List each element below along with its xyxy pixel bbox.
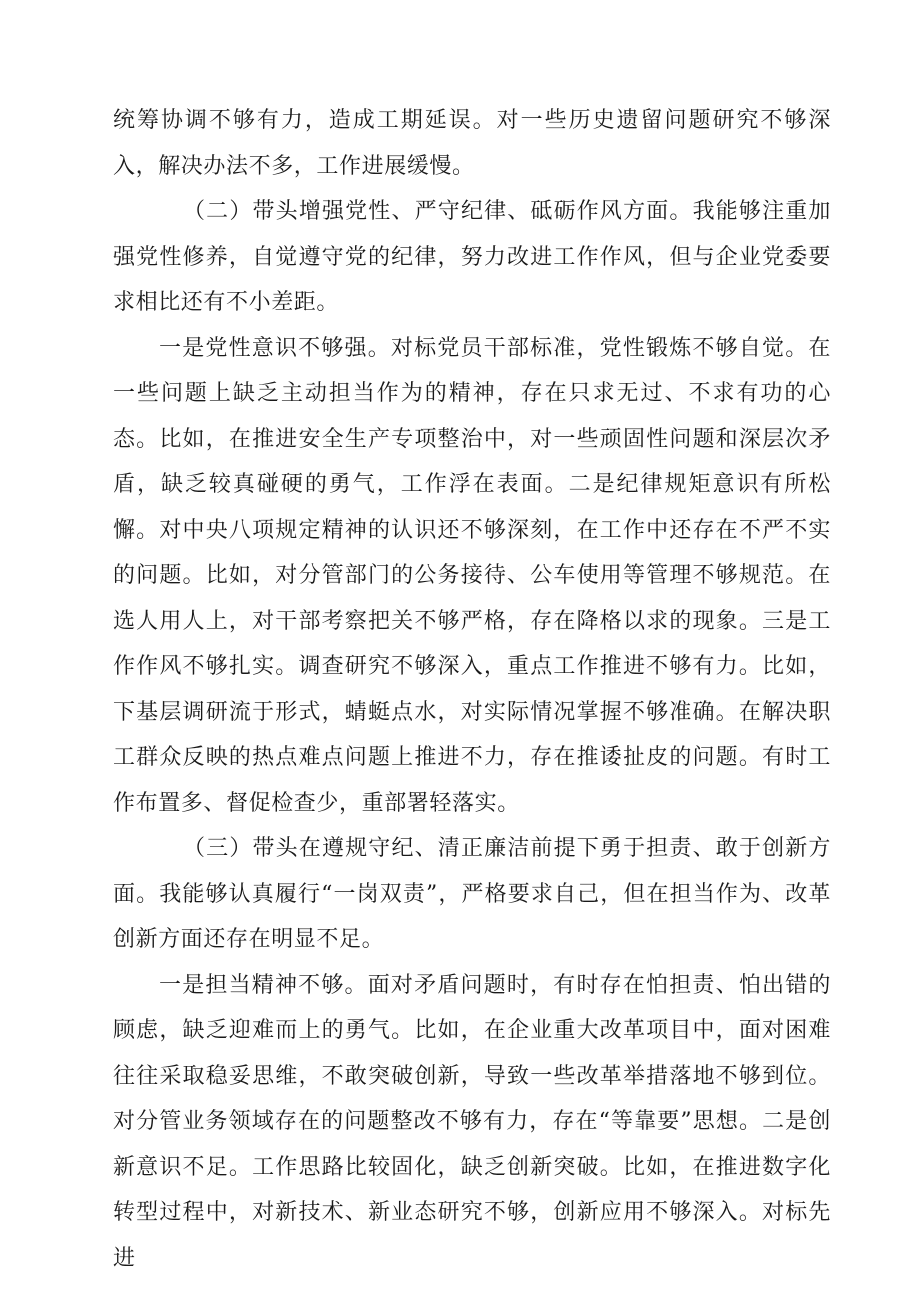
- paragraph-section-three-heading: （三）带头在遵规守纪、清正廉洁前提下勇于担责、敢于创新方面。我能够认真履行“一岗双责”，严格要求自己，但在担当作为、改革创新方面还存在明显不足。: [113, 836, 831, 952]
- paragraph-continuation: 统筹协调不够有力，造成工期延误。对一些历史遗留问题研究不够深入，解决办法不多，工作进展缓慢。: [113, 108, 831, 179]
- paragraph-section-three-details: 一是担当精神不够。面对矛盾问题时，有时存在怕担责、怕出错的顾虑，缺乏迎难而上的勇气。比如，在企业重大改革项目中，面对困难往往采取稳妥思维，不敢突破创新，导致一些改革举措落地不够到位。对分管业务领域存在的问题整改不够有力，存在“等靠要”思想。二是创新意识不足。工作思路比较固化，缺乏创新突破。比如，在推进数字化转型过程中，对新技术、新业态研究不够，创新应用不够深入。对标先进: [113, 972, 831, 1271]
- paragraph-section-two-heading: （二）带头增强党性、严守纪律、砥砺作风方面。我能够注重加强党性修养，自觉遵守党的纪律，努力改进工作作风，但与企业党委要求相比还有不小差距。: [113, 199, 831, 315]
- document-body: [113, 98, 831, 1281]
- paragraph-section-two-details: 一是党性意识不够强。对标党员干部标准，党性锻炼不够自觉。在一些问题上缺乏主动担当作为的精神，存在只求无过、不求有功的心态。比如，在推进安全生产专项整治中，对一些顽固性问题和深层次矛盾，缺乏较真碰硬的勇气，工作浮在表面。二是纪律规矩意识有所松懈。对中央八项规定精神的认识还不够深刻，在工作中还存在不严不实的问题。比如，对分管部门的公务接待、公车使用等管理不够规范。在选人用人上，对干部考察把关不够严格，存在降格以求的现象。三是工作作风不够扎实。调查研究不够深入，重点工作推进不够有力。比如，下基层调研流于形式，蜻蜓点水，对实际情况掌握不够准确。在解决职工群众反映的热点难点问题上推进不力，存在推诿扯皮的问题。有时工作布置多、督促检查少，重部署轻落实。: [113, 335, 831, 816]
